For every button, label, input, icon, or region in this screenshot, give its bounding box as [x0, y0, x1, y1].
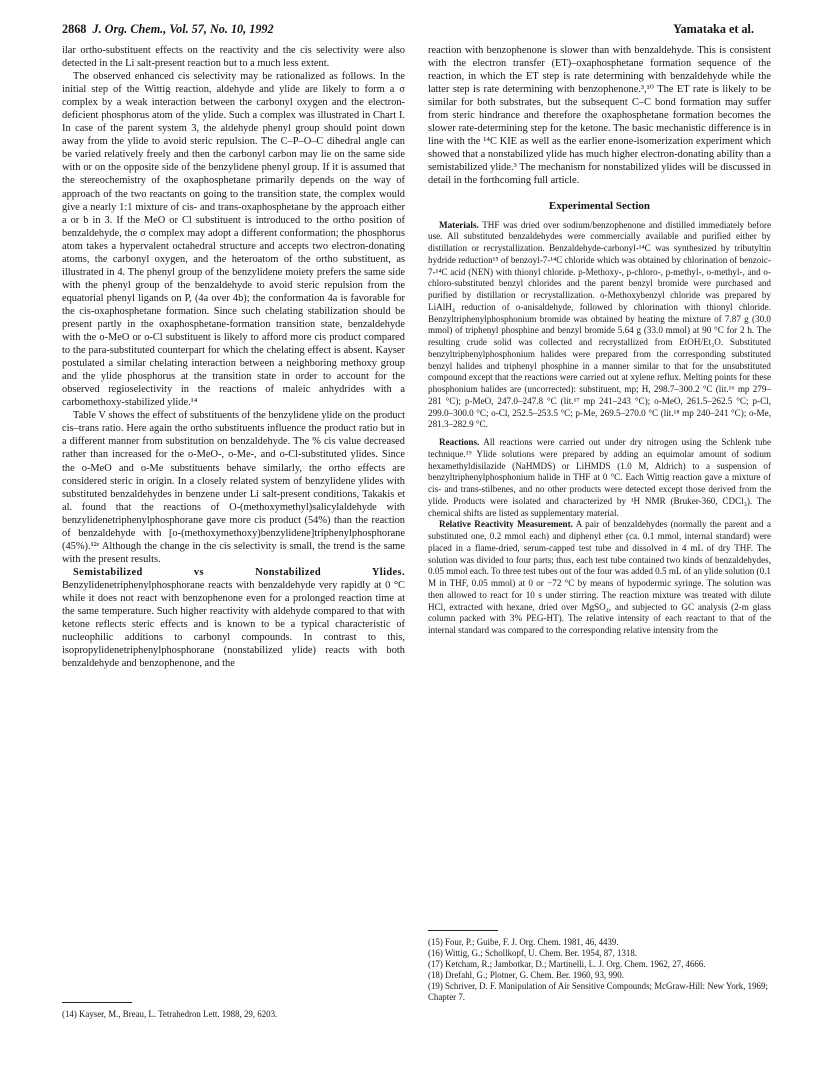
body-paragraph: [428, 437, 771, 519]
left-column: [62, 44, 405, 670]
running-header-author: Yamataka et al.: [673, 22, 754, 36]
body-paragraph: Table V shows the effect of substituents of the benzylidene ylide on the product cis–trans ratio. Here again the ortho substituents influence the product ratio but in a different manner from substitution on benzaldehyde. The % cis value decreased rather than increased for the o-MeO-, o-Me-, and o-Cl-substituted ylides. Since the o-MeO and o-Me substituents behave similarly, the ortho effects are considered steric in origin. In a closely related system of benzylidene ylides with substituted benzaldehydes in benzene under Li salt-present conditions, Takakis et al. found that the reactions of O-(methoxymethyl)salicylaldehyde with benzylidenetriphenylphosphorane gave more cis product (54%) than the reaction of benzaldehyde with [o-(methoxymethoxy)benzylidene]triphenylphosphorane (45%).¹²ᵉ Although the change in the cis selectivity is small, the trend is the same with the present results.: [62, 410, 405, 565]
body-paragraph: [428, 220, 771, 432]
body-paragraph: [428, 519, 771, 637]
paragraph-lead: Reactions.: [439, 437, 480, 448]
paragraph-lead: Materials.: [439, 219, 479, 230]
footnote: (17) Ketcham, R.; Jambotkar, D.; Martinelli, L. J. Org. Chem. 1962, 27, 4666.: [428, 959, 706, 970]
right-column: [428, 44, 771, 637]
section-heading: Experimental Section: [548, 199, 651, 212]
volume-info: Vol. 57, No. 10, 1992: [169, 22, 274, 36]
footnotes-right: [428, 930, 771, 1004]
paragraph-text: THF was dried over sodium/benzophenone and distilled immediately before use. All substituted benzaldehydes were commercially available and purified either by distillation or recrystallization. Benzaldehyde-carbonyl-¹⁴C was synthesized by tributyltin hydride reduction¹⁵ of benzoyl-7-¹⁴C chloride which was obtained by chlorination of benzoic-7-¹⁴C acid (NEN) with thionyl chloride. p-Methoxy-, p-chloro-, p-methyl-, o-methyl-, and o-chloro-substituted benzyl chlorides and the parent benzyl bromide were purchased and purified by distillation or recrystallization. o-Methoxybenzyl chloride was prepared by LiAlH₄ reduction of o-anisaldehyde, followed by chlorination with thionyl chloride. Benzyltriphenylphosphonium bromide was obtained by heating the mixture of 7.87 g (30.0 mmol) of triphenyl phosphine and benzyl bromide 5.64 g (33.0 mmol) at 90 °C for 2 h. The resulting crude solid was collected and recrystallized from EtOH/Et₂O. Substituted benzyltriphenylphosphonium halides were prepared from the corresponding substituted benzyl halides and triphenyl phosphine in a manner similar to that for the unsubstituted compound except that the reactions were carried out at xylene reflux. Melting points for these phosphonium halides are (uncorrected): substituent, mp; H, 298.7–300.2 °C (lit.¹⁶ mp 279–281 °C); p-MeO, 247.0–247.8 °C (lit.¹⁷ mp 241–243 °C); o-MeO, 261.5–262.5 °C; p-Cl, 299.0–300.0 °C; o-Cl, 252.5–253.5 °C; p-Me, 269.5–270.0 °C (lit.¹⁸ mp 240–241 °C); o-Me, 281.3–282.9 °C.: [428, 219, 771, 430]
body-paragraph: ilar ortho-substituent effects on the reactivity and the cis selectivity were also detected in the Li salt-present reaction but to a much less extent.: [62, 45, 405, 70]
paragraph-lead: Relative Reactivity Measurement.: [439, 519, 573, 530]
footnote: (15) Four, P.; Guibe, F. J. Org. Chem. 1981, 46, 4439.: [428, 937, 619, 947]
experimental-text: [428, 220, 771, 637]
footnote: (19) Schriver, D. F. Manipulation of Air Sensitive Compounds; McGraw-Hill: New York, 1969; Chapter 7.: [428, 981, 768, 1003]
running-header-left: [62, 22, 274, 37]
footnote: (14) Kayser, M., Breau, L. Tetrahedron Lett. 1988, 29, 6203.: [62, 1009, 278, 1019]
paragraph-text: All reactions were carried out under dry nitrogen using the Schlenk tube technique.¹⁹ Ylide solutions were prepared by adding an equimolar amount of sodium hexamethyldisilazide (NaHMDS) or LiHMDS (1.0 M, Aldrich) to a suspension of benzyltriphenylphosphonium halide in THF at 0 °C. Each Wittig reaction gave a mixture of cis- and trans-stilbenes, and no other products were detected except those derived from the ylide. Products were isolated and characterized by ¹H NMR (Bruker-360, CDCl₃). The chemical shifts are listed as supplementary material.: [428, 437, 771, 518]
footnotes-left: [62, 1002, 405, 1020]
body-paragraph: The observed enhanced cis selectivity may be rationalized as follows. In the initial step of the Wittig reaction, aldehyde and ylide are likely to form a σ complex by a weak interaction between the carbonyl oxygen and the electron-deficient phosphorus atom of the ylide. Such a complex was illustrated in Chart I. In case of the parent system 3, the aldehyde phenyl group should point down away from the ylide to avoid steric repulsion. The C–P–O–C dihedral angle can be varied relatively freely and then the carbonyl carbon may lie on the same side with or on the opposite side of the benzylidene phenyl group. If it is assumed that the stereochemistry of the oxaphosphetane primarily depends on the way of approach of the two reactants on going to the transition state, the complex would give a nearly 1:1 mixture of cis- and trans-oxaphosphetane by the approach either a or b in 3. If the MeO or Cl substituent is introduced to the ortho position of benzaldehyde, the σ complex may adopt a different conformation; the phosphorus atom takes a hypervalent octahedral structure and accepts two electron-donating atoms, the carbonyl oxygen, and the heteroatom of the ortho substituent, as illustrated in 4. The phenyl group of the benzylidene moiety prefers the same side with the phenyl group of the benzaldehyde to avoid steric repulsion from the equatorial phenyl ligands on P, (4a over 4b); the conformation 4a is favorable for the cis-oxaphosphetane formation. Since such chelating stabilization should be present partly in the oxaphosphetane-formation transition state, benzaldehyde with the o-MeO or o-Cl substituent is likely to afford more cis product compared to the para-substituted counterpart for which the chelating effect is absent. Kayser postulated a similar chelating interaction between a neighboring methoxy group and the ylide phosphorus at the transition state in order to account for the observed regioselectivity in the reactions of maleic anhydrides with a carbomethoxy-stabilized ylide.¹⁴: [62, 71, 405, 409]
journal-name: J. Org. Chem.,: [92, 22, 167, 36]
paragraph-text: A pair of benzaldehydes (normally the parent and a substituted one, 0.2 mmol each) and diphenyl ether (ca. 0.1 mmol, internal standard) were placed in a flame-dried, serum-capped test tube and dissolved in 4 mL of dry THF. The solution was divided to four parts; thus, each test tube contained two kinds of benzaldehydes, 0.05 mmol each. To three test tubes out of the four was added 0.5 mL of an ylide solution (0.1 M in THF, 0.05 mmol) at 0 or −72 °C by means of hypodermic syringe. The solution was then allowed to react for 10 s under stirring. The reaction mixture was treated with dilute HCl, extracted with hexane, dried over MgSO₄, and subjected to GC analysis (2-m glass column packed with 3% PEG-HT). The relative intensity of each reactant to that of the internal standard was compared to the corresponding relative intensity from the: [428, 519, 771, 636]
footnote-rule: [428, 930, 498, 931]
body-paragraph: [62, 566, 405, 670]
footnote-rule: [62, 1002, 132, 1003]
page-number: 2868: [62, 22, 87, 36]
body-paragraph: reaction with benzophenone is slower than with benzaldehyde. This is consistent with the electron transfer (ET)–oxaphosphetane formation sequence of the reaction, in which the ET step is rate determining with benzaldehyde while the latter step is rate determining with benzophenone.³,¹⁰ The ET rate is likely to be similar for both substrates, but the subsequent C–C bond formation may suffer from steric hindrance and therefore the oxaphosphetane formation becomes the slower rate-determining step for the ketone. The basic mechanistic difference is in line with the ¹⁴C KIE as well as the earlier enone-isomerization experiment which showed that a nonstabilized ylide has much higher electron-donating ability than a semistabilized ylide.³ The mechanism for nonstabilized ylides will be discussed in detail in the forthcoming full article.: [428, 45, 771, 187]
subsection-heading: Semistabilized vs Nonstabilized Ylides.: [73, 566, 405, 578]
footnote: (18) Drefahl, G.; Plotner, G. Chem. Ber. 1960, 93, 990.: [428, 970, 624, 981]
paragraph-text: Benzylidenetriphenylphosphorane reacts with benzaldehyde very rapidly at 0 °C while it does not react with benzophenone even for a prolonged reaction time at the same temperature. Such higher reactivity with aldehyde compared to that with ketone reflects steric effects and is known to be a typical characteristic of nucleophilic additions to carbonyl compounds. In contrast to this, isopropylidenetriphenylphosphorane (nonstabilized ylide) reacts with both benzaldehyde and benzophenone, and the: [62, 579, 405, 670]
footnote: (16) Wittig, G.; Schollkopf, U. Chem. Ber. 1954, 87, 1318.: [428, 948, 638, 959]
